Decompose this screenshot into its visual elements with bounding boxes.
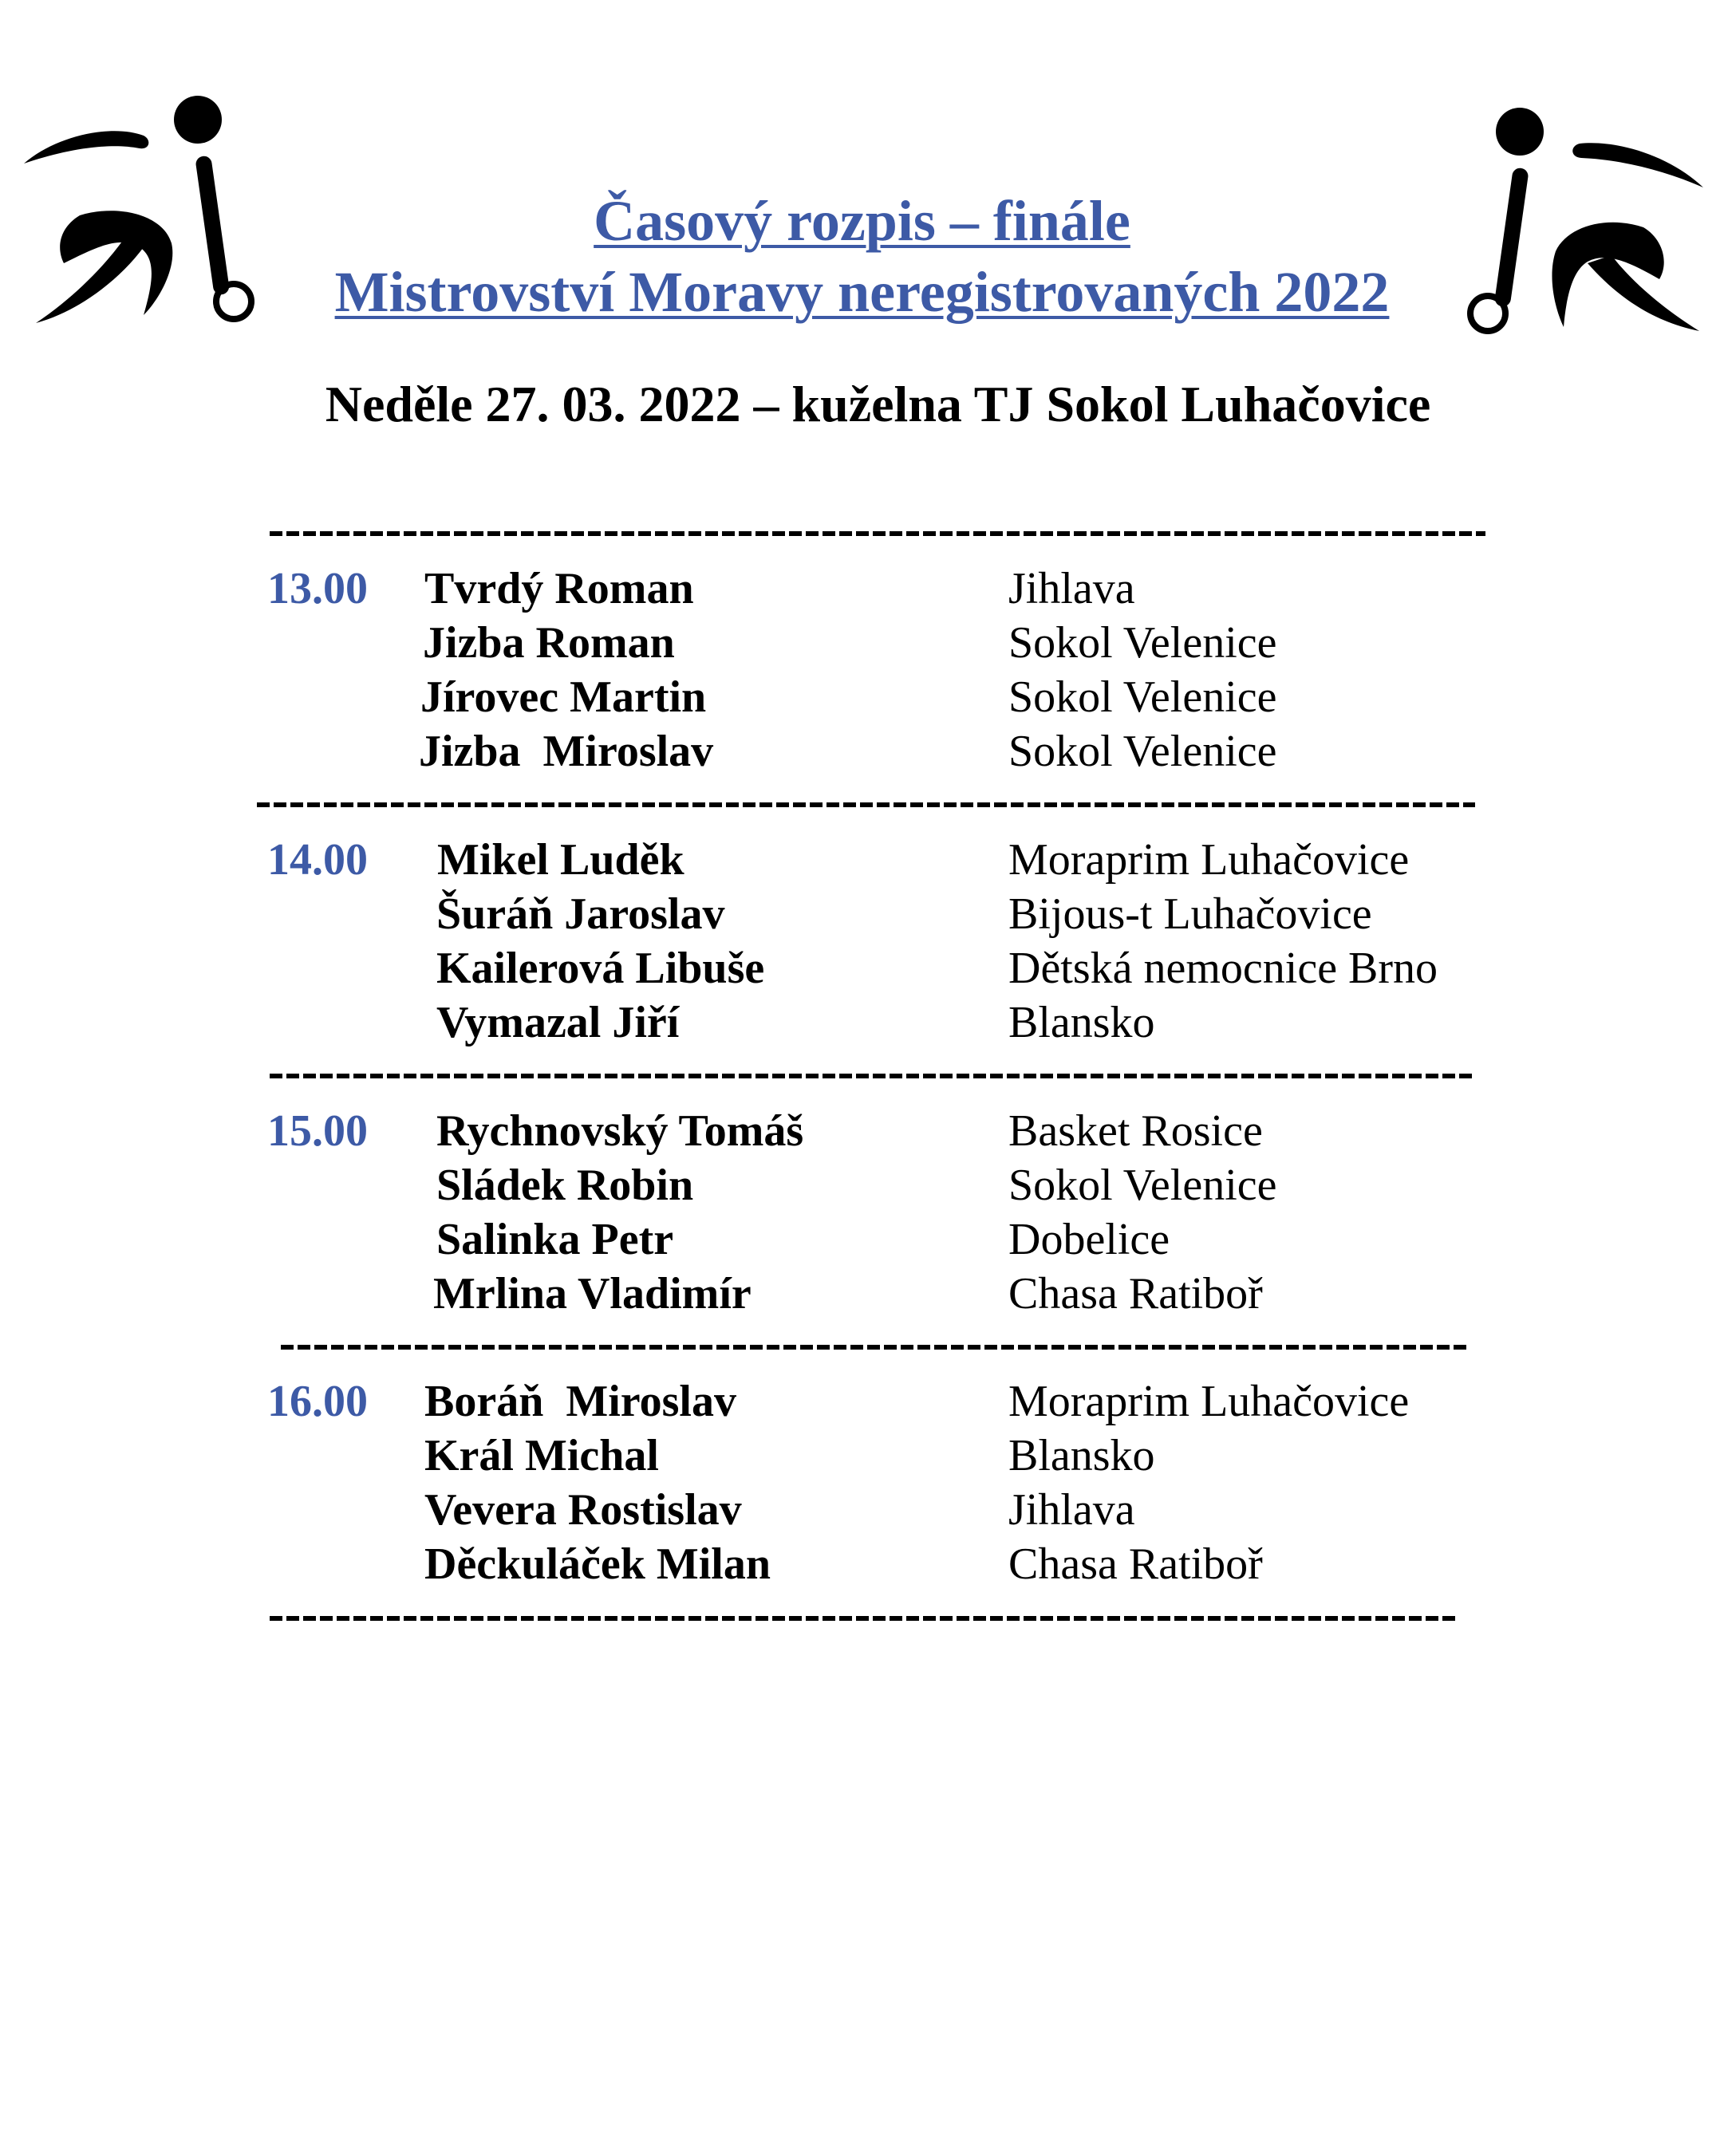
player-name: Děckuláček Milan [424,1539,771,1589]
player-club: Sokol Velenice [1008,618,1277,668]
player-name: Mikel Luděk [437,835,684,885]
player-club: Dobelice [1008,1215,1170,1264]
dashed-divider [257,802,1475,807]
player-name: Vymazal Jiří [436,998,680,1047]
dashed-divider [270,1616,1455,1621]
player-club: Blansko [1008,1431,1155,1480]
page-title: Časový rozpis – finále [594,189,1130,253]
player-name: Mrlina Vladimír [433,1269,752,1318]
player-club: Sokol Velenice [1008,672,1277,722]
player-club: Sokol Velenice [1008,1161,1277,1210]
player-name: Jírovec Martin [420,672,707,722]
start-time: 16.00 [267,1377,368,1426]
player-name: Boráň Miroslav [424,1377,736,1426]
player-club: Sokol Velenice [1008,727,1277,776]
player-club: Moraprim Luhačovice [1008,1377,1410,1426]
table-row [0,1374,1724,1429]
table-row [0,941,1724,995]
start-time: 14.00 [267,835,368,885]
player-name: Rychnovský Tomáš [436,1106,804,1156]
player-club: Moraprim Luhačovice [1008,835,1410,885]
dashed-divider [270,531,1485,536]
table-row [0,833,1724,887]
table-row [0,1429,1724,1483]
start-time: 15.00 [267,1106,368,1156]
table-row [0,670,1724,724]
table-row [0,995,1724,1050]
dashed-divider [281,1345,1469,1350]
dashed-divider [270,1074,1473,1078]
player-name: Jizba Miroslav [419,727,714,776]
player-club: Blansko [1008,998,1155,1047]
player-name: Salinka Petr [436,1215,674,1264]
player-name: Sládek Robin [436,1161,694,1210]
table-row [0,562,1724,616]
player-name: Vevera Rostislav [424,1485,742,1535]
start-time: 13.00 [267,564,368,613]
player-name: Tvrdý Roman [424,564,694,613]
player-club: Chasa Ratiboř [1008,1269,1263,1318]
player-club: Basket Rosice [1008,1106,1263,1156]
player-name: Kailerová Libuše [436,944,765,993]
player-club: Jihlava [1008,1485,1135,1535]
player-club: Chasa Ratiboř [1008,1539,1263,1589]
table-row [0,1267,1724,1321]
table-row [0,1537,1724,1591]
player-club: Dětská nemocnice Brno [1008,944,1438,993]
table-row [0,1212,1724,1267]
player-club: Jihlava [1008,564,1135,613]
table-row [0,724,1724,778]
player-name: Král Michal [424,1431,659,1480]
event-date-venue: Neděle 27. 03. 2022 – kuželna TJ Sokol Luhačovice [325,376,1431,432]
table-row [0,616,1724,670]
table-row [0,887,1724,941]
player-name: Jizba Roman [423,618,675,668]
table-row [0,1104,1724,1158]
table-row [0,1158,1724,1212]
page-title-secondary: Mistrovství Moravy neregistrovaných 2022 [334,260,1390,324]
player-club: Bijous-t Luhačovice [1008,889,1372,939]
table-row [0,1483,1724,1537]
player-name: Šuráň Jaroslav [436,889,725,939]
